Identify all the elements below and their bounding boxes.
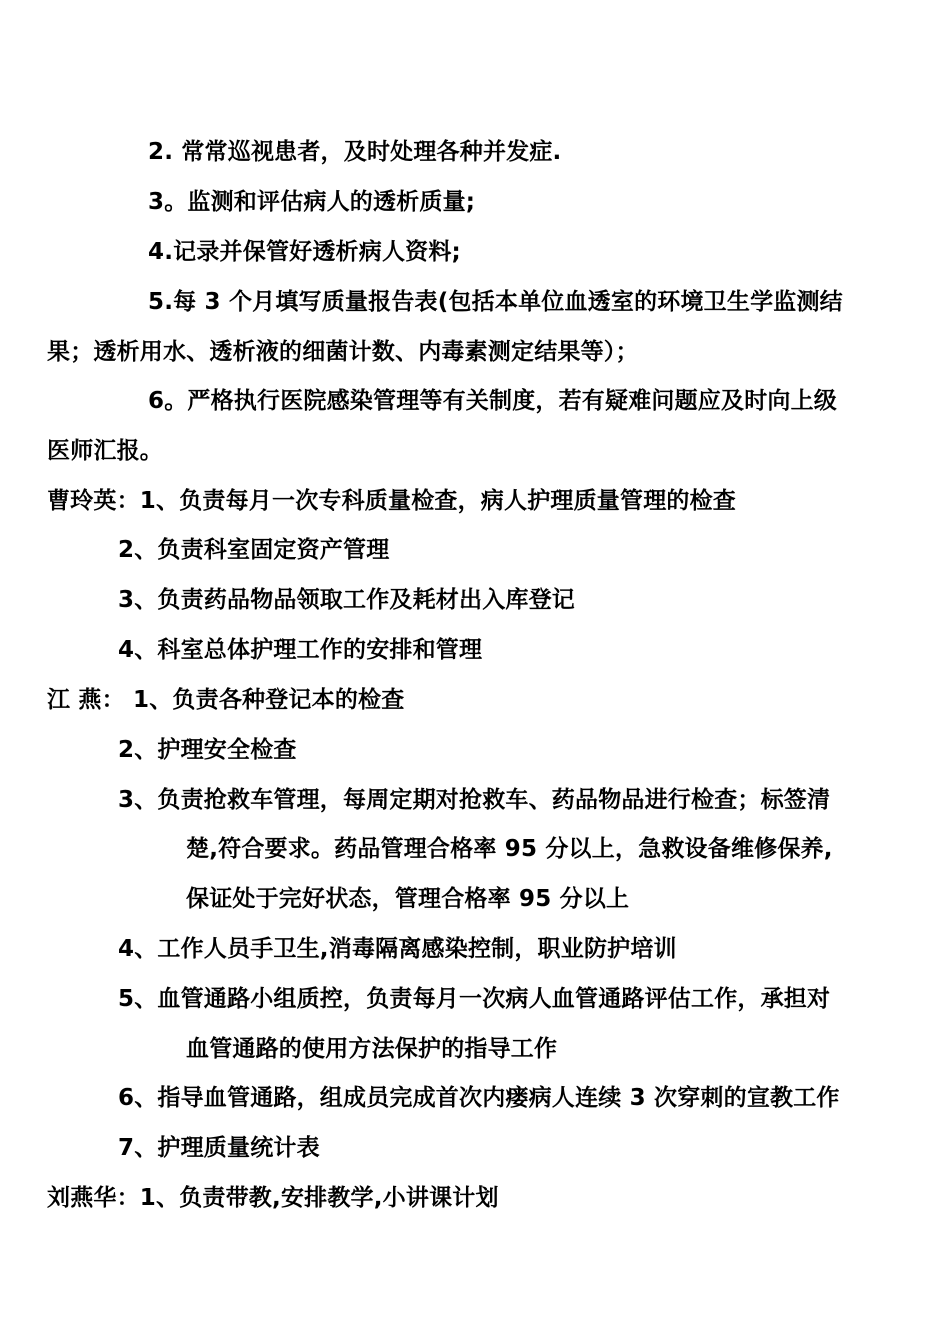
text-line-8: 曹玲英：1、负责每月一次专科质量检查，病人护理质量管理的检查 — [47, 488, 737, 514]
text-line-10: 3、负责药品物品领取工作及耗材出入库登记 — [118, 587, 576, 613]
text-line-20: 6、指导血管通路，组成员完成首次内瘘病人连续 3 次穿刺的宣教工作 — [118, 1085, 840, 1111]
text-line-11: 4、科室总体护理工作的安排和管理 — [118, 637, 483, 663]
text-line-9: 2、负责科室固定资产管理 — [118, 537, 390, 563]
text-line-2: 3。监测和评估病人的透析质量; — [148, 189, 476, 215]
text-line-3: 4.记录并保管好透析病人资料; — [148, 239, 461, 265]
text-line-16: 保证处于完好状态，管理合格率 95 分以上 — [186, 886, 630, 912]
text-line-17: 4、工作人员手卫生,消毒隔离感染控制，职业防护培训 — [118, 936, 677, 962]
text-line-7: 医师汇报。 — [47, 438, 163, 464]
text-line-22: 刘燕华：1、负责带教,安排教学,小讲课计划 — [47, 1185, 499, 1211]
text-line-14: 3、负责抢救车管理，每周定期对抢救车、药品物品进行检查；标签清 — [118, 787, 831, 813]
text-line-21: 7、护理质量统计表 — [118, 1135, 320, 1161]
text-line-15: 楚,符合要求。药品管理合格率 95 分以上，急救设备维修保养, — [186, 836, 833, 862]
text-line-1: 2. 常常巡视患者，及时处理各种并发症. — [148, 139, 562, 165]
text-line-5: 果；透析用水、透析液的细菌计数、内毒素测定结果等）； — [47, 339, 639, 365]
text-line-4: 5.每 3 个月填写质量报告表(包括本单位血透室的环境卫生学监测结 — [148, 289, 843, 315]
text-line-18: 5、血管通路小组质控，负责每月一次病人血管通路评估工作，承担对 — [118, 986, 831, 1012]
text-line-13: 2、护理安全检查 — [118, 737, 297, 763]
text-line-19: 血管通路的使用方法保护的指导工作 — [186, 1036, 558, 1062]
text-line-6: 6。严格执行医院感染管理等有关制度，若有疑难问题应及时向上级 — [148, 388, 838, 414]
text-line-12: 江 燕： 1、负责各种登记本的检查 — [47, 687, 405, 713]
